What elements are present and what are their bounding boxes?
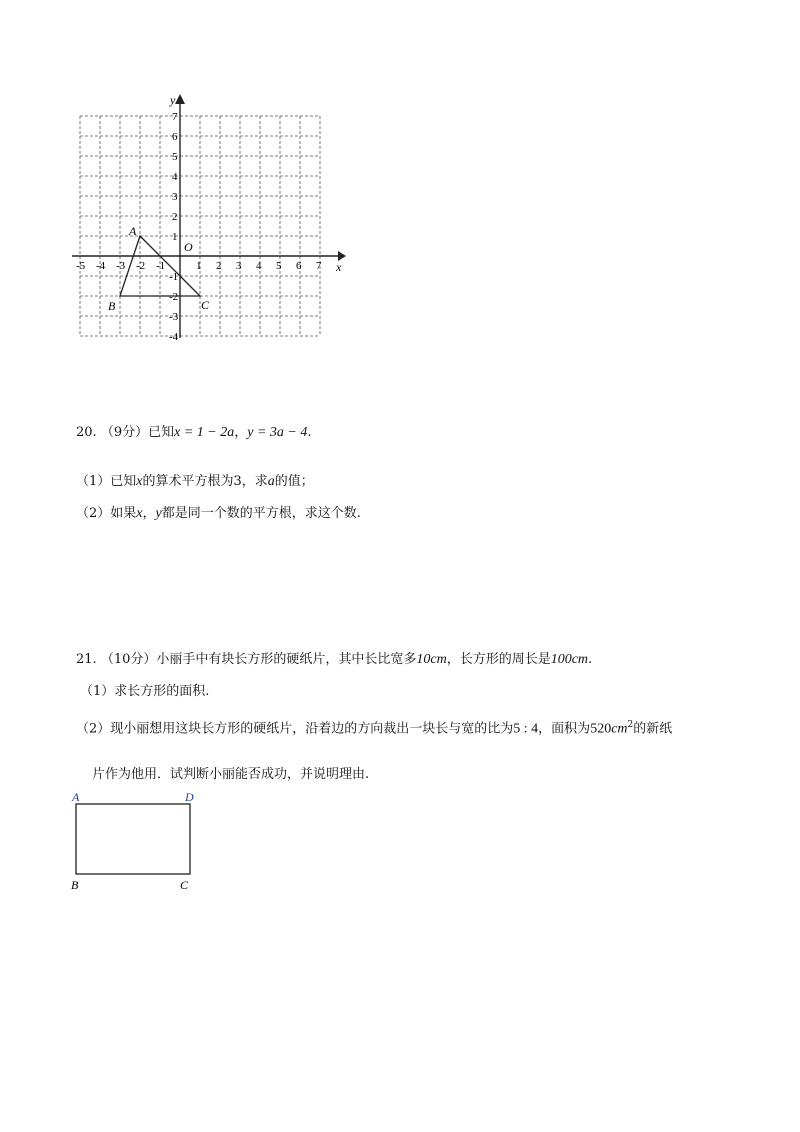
variable-x: x	[136, 474, 143, 489]
period: .	[307, 425, 312, 440]
x-tick-label: -1	[156, 260, 166, 272]
x-tick-label: 6	[296, 260, 302, 272]
question-21-stem	[76, 651, 592, 669]
y-axis-label: y	[170, 93, 176, 107]
area-exponent: 2	[627, 720, 634, 730]
part-2-text-b: ，面积为	[538, 721, 591, 737]
grid-lines	[80, 116, 320, 336]
value-100cm: 100cm	[550, 652, 589, 667]
area-unit: cm	[611, 721, 628, 737]
y-tick-labels	[169, 111, 179, 343]
ratio: 5 : 4	[513, 721, 539, 737]
part-1-middle: 的算术平方根为3，求	[142, 474, 268, 489]
question-number: 21.	[76, 652, 97, 667]
comma: ，	[234, 425, 248, 440]
part-1-end: 的值；	[274, 474, 314, 489]
variable-a: a	[267, 474, 275, 489]
x-axis-label: x	[336, 260, 342, 274]
expression-x: x = 1 − 2a	[174, 425, 235, 440]
question-20-part-1	[76, 473, 314, 491]
y-tick-label: 4	[172, 171, 178, 183]
x-tick-labels	[76, 260, 322, 272]
x-tick-label: 5	[276, 260, 282, 272]
point-a-label: A	[129, 224, 137, 238]
x-tick-label: 1	[196, 260, 202, 272]
part-2-text-c: 的新纸	[633, 721, 673, 737]
part-2-end: 都是同一个数的平方根，求这个数.	[161, 506, 361, 521]
value-10cm: 10cm	[416, 652, 447, 667]
question-21-part-2-line-2: 片作为他用．试判断小丽能否成功，并说明理由.	[92, 767, 370, 782]
expression-y: y = 3a − 4	[247, 425, 308, 440]
y-tick-label: -3	[169, 311, 179, 323]
y-axis-arrow-icon	[175, 94, 185, 104]
question-score: （9分）已知	[100, 425, 175, 440]
y-tick-label: -4	[169, 331, 179, 343]
part-2-prefix: （2）如果	[76, 506, 137, 521]
x-tick-label: -4	[96, 260, 106, 272]
rect-point-c: C	[180, 878, 189, 892]
rect-point-b: B	[71, 878, 79, 892]
question-text-1: （10分）小丽手中有块长方形的硬纸片，其中长比宽多	[100, 652, 417, 667]
point-b-label: B	[108, 299, 116, 313]
x-tick-label: -2	[136, 260, 146, 272]
comma: ，	[142, 506, 156, 521]
question-21-part-1: （1）求长方形的面积.	[80, 684, 210, 699]
variable-x: x	[136, 506, 143, 521]
y-tick-label: -1	[169, 271, 179, 283]
x-tick-label: -5	[76, 260, 86, 272]
coordinate-grid-figure	[60, 88, 360, 353]
origin-label: O	[184, 240, 193, 254]
x-tick-label: 2	[216, 260, 222, 272]
question-number: 20.	[76, 425, 97, 440]
y-tick-label: 7	[172, 111, 178, 123]
question-text-2: ，长方形的周长是	[446, 652, 551, 667]
area-value: 520	[590, 721, 612, 737]
x-tick-label: 3	[236, 260, 242, 272]
part-1-prefix: （1）已知	[76, 474, 137, 489]
y-tick-label: 1	[172, 231, 178, 243]
part-2-text-a: （2）现小丽想用这块长方形的硬纸片，沿着边的方向裁出一块长与宽的比为	[76, 721, 514, 737]
y-tick-label: 3	[172, 191, 178, 203]
rect-point-a: A	[72, 790, 80, 804]
x-tick-label: 4	[256, 260, 262, 272]
y-tick-label: 5	[172, 151, 178, 163]
point-c-label: C	[201, 298, 210, 312]
y-tick-label: 2	[172, 211, 178, 223]
y-tick-label: 6	[172, 131, 178, 143]
question-20-part-2	[76, 505, 361, 523]
x-tick-label: -3	[116, 260, 126, 272]
y-tick-label: -2	[169, 291, 179, 303]
rect-point-d: D	[185, 790, 194, 804]
question-20-stem	[76, 424, 311, 442]
x-tick-label: 7	[316, 260, 322, 272]
question-text-3: .	[588, 652, 593, 667]
question-21-part-2	[76, 716, 672, 738]
rectangle-abcd-figure	[68, 788, 208, 896]
variable-y: y	[155, 506, 162, 521]
rectangle-abcd	[76, 804, 190, 874]
